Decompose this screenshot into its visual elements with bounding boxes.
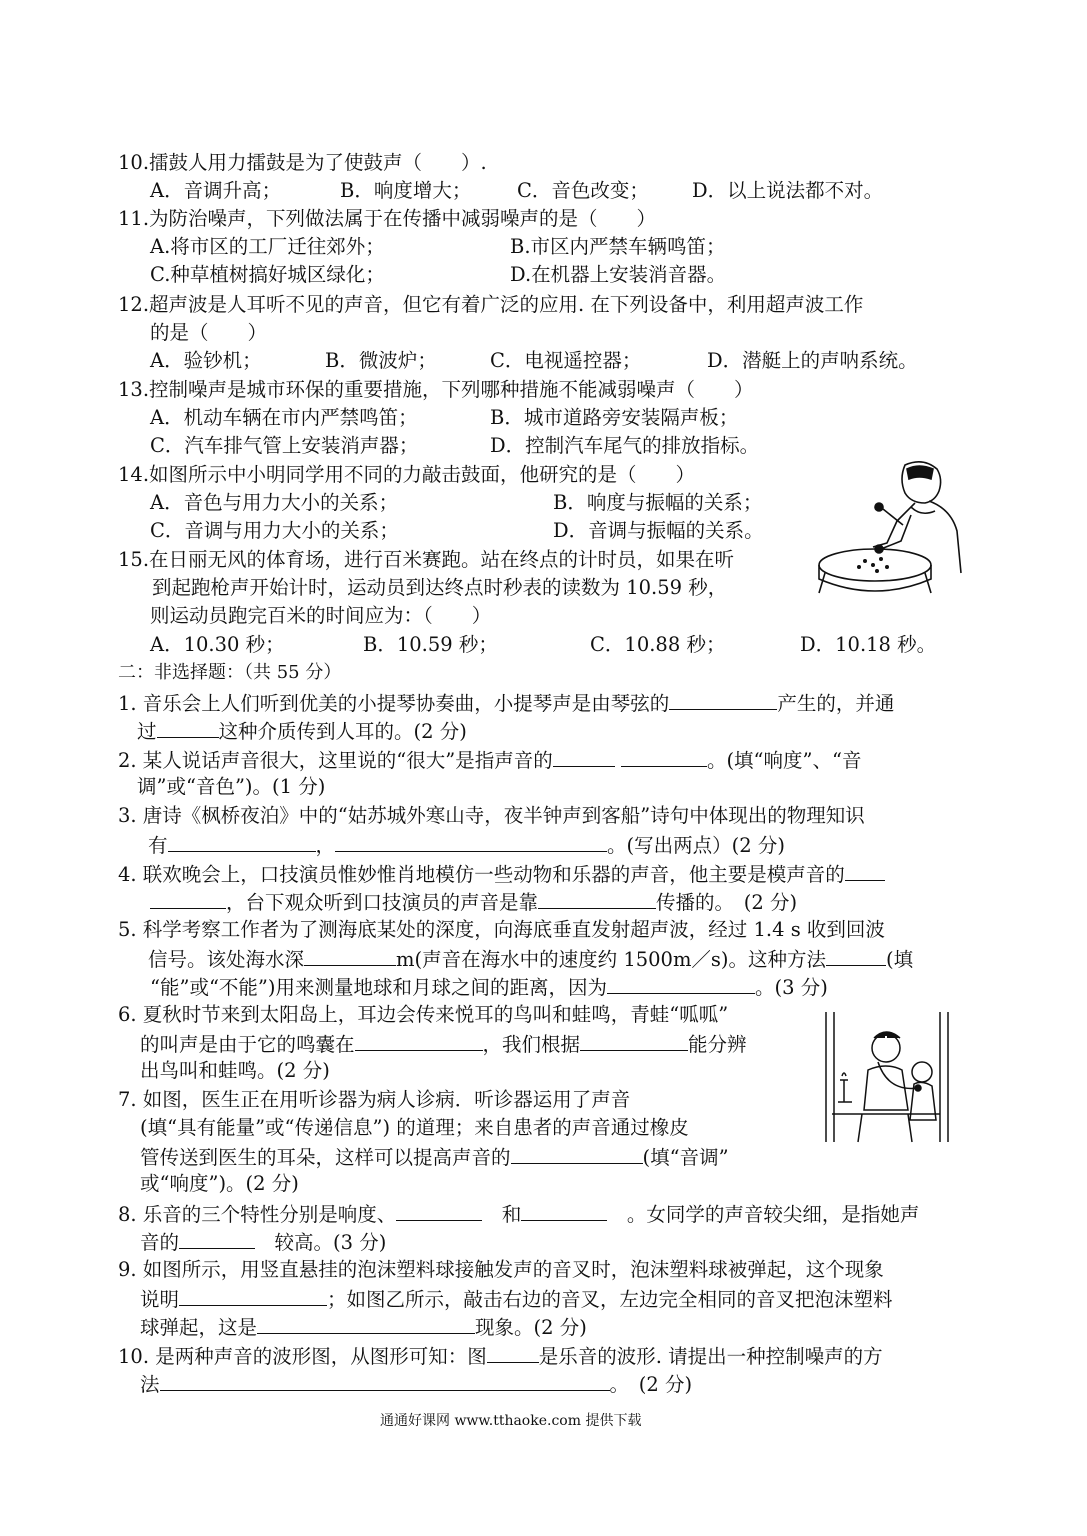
q2-5-line2: 信号。该处海水深 m(声音在海水中的速度约 1500m／s)。这种方法 (填 — [148, 945, 913, 973]
drum-boy-illustration — [815, 455, 975, 595]
q10-stem: 10.擂鼓人用力擂鼓是为了使鼓声（ ）. — [118, 151, 487, 174]
q12-option-c: C．电视遥控器； — [490, 349, 642, 372]
q12-option-b: B．微波炉； — [325, 349, 437, 372]
q2-4-line2: ，台下观众听到口技演员的声音是靠 传播的。 (2 分) — [150, 888, 797, 916]
q13-option-b: B．城市道路旁安装隔声板； — [490, 406, 739, 429]
q2-5-line3: “能”或“不能”)用来测量地球和月球之间的距离，因为 。(3 分) — [150, 973, 828, 1001]
q14-option-c: C．音调与用力大小的关系； — [150, 519, 399, 542]
q2-10-line1: 10. 是两种声音的波形图，从图形可知：图 是乐音的波形. 请提出一种控制噪声的方 — [118, 1342, 883, 1370]
answer-blank[interactable] — [396, 1200, 482, 1221]
q12-stem-cont: 的是（ ） — [150, 321, 268, 344]
q10-option-b: B．响度增大； — [340, 179, 472, 202]
q2-7-line3: 管传送到医生的耳朵，这样可以提高声音的 (填“音调” — [140, 1143, 729, 1171]
q15-option-b: B．10.59 秒； — [363, 633, 498, 656]
answer-blank[interactable] — [160, 1370, 610, 1391]
q15-option-d: D．10.18 秒。 — [800, 633, 937, 656]
q15-stem-cont2: 则运动员跑完百米的时间应为：（ ） — [150, 604, 492, 627]
answer-blank[interactable] — [669, 689, 777, 710]
answer-blank[interactable] — [621, 746, 707, 767]
q2-9-line2: 说明 ；如图乙所示，敲击右边的音叉，左边完全相同的音叉把泡沫塑料 — [140, 1285, 893, 1313]
q2-9-line3: 球弹起，这是 现象。(2 分) — [140, 1313, 587, 1341]
q2-10-line2: 法 。 (2 分) — [140, 1370, 692, 1398]
answer-blank[interactable] — [179, 1228, 255, 1249]
q2-7-line4: 或“响度”)。(2 分) — [140, 1172, 299, 1195]
q12-stem: 12.超声波是人耳听不见的声音，但它有着广泛的应用. 在下列设备中，利用超声波工作 — [118, 293, 864, 316]
q2-7-line1: 7. 如图，医生正在用听诊器为病人诊病．听诊器运用了声音 — [118, 1088, 631, 1111]
q15-option-a: A．10.30 秒； — [150, 633, 285, 656]
q13-option-c: C．汽车排气管上安装消声器； — [150, 434, 419, 457]
answer-blank[interactable] — [553, 746, 615, 767]
section-2-title: 二：非选择题：（共 55 分） — [118, 662, 342, 683]
q2-1-line1: 1. 音乐会上人们听到优美的小提琴协奏曲，小提琴声是由琴弦的 产生的，并通 — [118, 689, 894, 717]
q2-8-line2: 音的 较高。(3 分) — [140, 1228, 386, 1256]
q2-4-line1: 4. 联欢晚会上，口技演员惟妙惟肖地模仿一些动物和乐器的声音，他主要是模声音的 — [118, 860, 885, 888]
q2-1-line2: 过 这种介质传到人耳的。(2 分) — [137, 717, 467, 745]
q12-option-d: D．潜艇上的声呐系统。 — [707, 349, 918, 372]
doctor-stethoscope-illustration — [822, 1010, 952, 1145]
q2-3-line2: 有 ， 。(写出两点）(2 分) — [148, 831, 785, 859]
answer-blank[interactable] — [487, 1342, 539, 1363]
q2-5-line1: 5. 科学考察工作者为了测海底某处的深度，向海底垂直发射超声波，经过 1.4 s 收到回波 — [118, 918, 885, 941]
q13-option-a: A．机动车辆在市内严禁鸣笛； — [150, 406, 418, 429]
answer-blank[interactable] — [580, 1030, 688, 1051]
q2-3-line1: 3. 唐诗《枫桥夜泊》中的“姑苏城外寒山寺，夜半钟声到客船”诗句中体现出的物理知识 — [118, 804, 865, 827]
q15-stem: 15.在日丽无风的体育场，进行百米赛跑。站在终点的计时员，如果在听 — [118, 548, 735, 571]
q10-option-c: C．音色改变； — [517, 179, 649, 202]
q14-option-d: D．音调与振幅的关系。 — [553, 519, 764, 542]
answer-blank[interactable] — [607, 973, 755, 994]
q10-option-a: A．音调升高； — [150, 179, 282, 202]
answer-blank[interactable] — [538, 888, 656, 909]
answer-blank[interactable] — [511, 1143, 643, 1164]
q14-option-a: A．音色与用力大小的关系； — [150, 491, 399, 514]
q11-stem: 11.为防治噪声，下列做法属于在传播中减弱噪声的是（ ） — [118, 207, 657, 230]
q2-7-line2: (填“具有能量”或“传递信息”) 的道理；来自患者的声音通过橡皮 — [140, 1116, 689, 1139]
q2-2-line2: 调”或“音色”)。(1 分) — [137, 775, 326, 798]
answer-blank[interactable] — [304, 945, 396, 966]
answer-blank[interactable] — [355, 1030, 483, 1051]
answer-blank[interactable] — [335, 831, 607, 852]
answer-blank[interactable] — [845, 860, 885, 881]
answer-blank[interactable] — [826, 945, 886, 966]
q10-option-d: D．以上说法都不对。 — [692, 179, 884, 202]
q2-2-line1: 2. 某人说话声音很大，这里说的“很大”是指声音的 。(填“响度”、“音 — [118, 746, 861, 774]
q13-stem: 13.控制噪声是城市环保的重要措施，下列哪种措施不能减弱噪声（ ） — [118, 378, 754, 401]
page-footer: 通通好课网 www.tthaoke.com 提供下载 — [380, 1413, 642, 1429]
answer-blank[interactable] — [179, 1285, 327, 1306]
q14-stem: 14.如图所示中小明同学用不同的力敲击鼓面，他研究的是（ ） — [118, 463, 696, 486]
q11-option-a: A.将市区的工厂迁往郊外； — [150, 235, 385, 258]
answer-blank[interactable] — [150, 888, 226, 909]
q2-9-line1: 9. 如图所示，用竖直悬挂的泡沫塑料球接触发声的音叉时，泡沫塑料球被弹起，这个现象 — [118, 1258, 884, 1281]
answer-blank[interactable] — [157, 717, 219, 738]
q2-6-line3: 出鸟叫和蛙鸣。(2 分) — [140, 1059, 330, 1082]
q15-stem-cont: 到起跑枪声开始计时，运动员到达终点时秒表的读数为 10.59 秒， — [152, 576, 728, 599]
q11-option-c: C.种草植树搞好城区绿化； — [150, 263, 385, 286]
q12-option-a: A．验钞机； — [150, 349, 262, 372]
q2-8-line1: 8. 乐音的三个特性分别是响度、 和 。女同学的声音较尖细，是指她声 — [118, 1200, 919, 1228]
answer-blank[interactable] — [257, 1313, 475, 1334]
q14-option-b: B．响度与振幅的关系； — [553, 491, 763, 514]
answer-blank[interactable] — [168, 831, 316, 852]
answer-blank[interactable] — [521, 1200, 607, 1221]
q2-6-line1: 6. 夏秋时节来到太阳岛上，耳边会传来悦耳的鸟叫和蛙鸣，青蛙“呱呱” — [118, 1003, 729, 1026]
q13-option-d: D．控制汽车尾气的排放指标。 — [490, 434, 760, 457]
q2-6-line2: 的叫声是由于它的鸣囊在 ，我们根据 能分辨 — [140, 1030, 747, 1058]
q15-option-c: C．10.88 秒； — [590, 633, 726, 656]
q11-option-d: D.在机器上安装消音器。 — [510, 263, 727, 286]
q11-option-b: B.市区内严禁车辆鸣笛； — [510, 235, 726, 258]
